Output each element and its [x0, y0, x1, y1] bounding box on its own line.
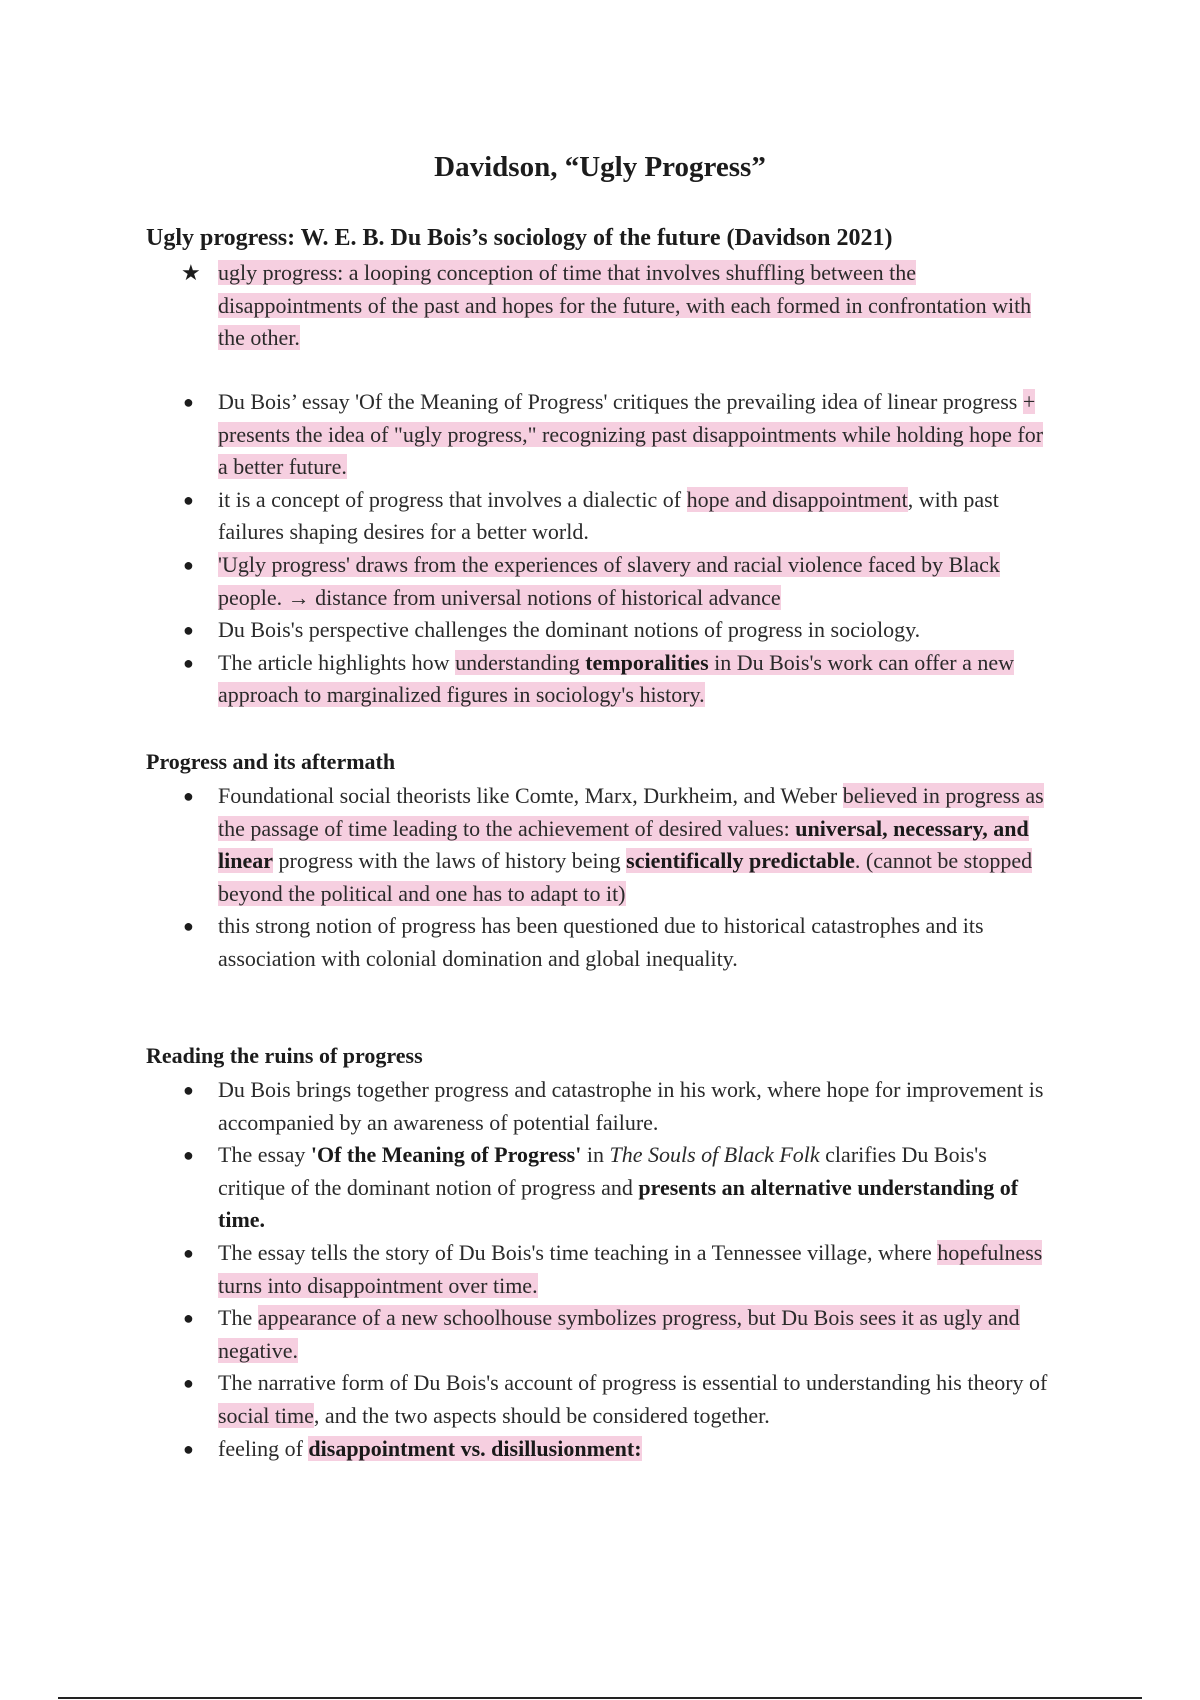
bullet-icon: ● — [183, 554, 194, 575]
list-item-text: presents an alternative understanding of time. — [218, 1174, 1019, 1233]
list-item-text: Du Bois brings together progress and catastrophe in his work, where hope for improvement is accompanied by an awareness of potential failure. — [218, 1077, 1044, 1135]
list-item — [0, 1433, 1058, 1466]
list-item-text: The Souls of Black Folk — [609, 1142, 820, 1168]
list-item-text: clarifies Du Bois's critique of the dominant notion of progress and — [218, 1142, 987, 1200]
section-heading-ruins-of-progress: Reading the ruins of progress — [146, 1043, 423, 1068]
bullet-icon: ● — [183, 489, 194, 510]
highlighted-text: social time — [218, 1402, 314, 1428]
list-item — [0, 1074, 1058, 1139]
highlighted-text: universal, necessary, and linear — [218, 815, 1029, 874]
list-item-text: The narrative form of Du Bois's account of progress is essential to understanding his theory of — [218, 1370, 1048, 1396]
bullet-list-progress-aftermath — [0, 780, 1058, 976]
list-item-text: The article highlights how — [218, 649, 456, 675]
highlighted-text: believed in progress as the passage of time leading to the achievement of desired values: — [218, 783, 1044, 841]
bullet-icon: ● — [183, 916, 194, 937]
list-item — [0, 484, 1058, 549]
list-item-text: it is a concept of progress that involves a dialectic of — [218, 486, 687, 512]
highlighted-text: scientifically predictable — [626, 848, 855, 874]
highlighted-text: disappointment vs. disillusionment: — [308, 1435, 642, 1461]
list-item-text: Du Bois’ essay 'Of the Meaning of Progress' critiques the prevailing idea of linear progress — [218, 389, 1023, 414]
highlighted-text: temporalities — [585, 649, 709, 675]
highlighted-text: appearance of a new schoolhouse symbolizes progress, but Du Bois sees it as ugly and negative. — [218, 1305, 1020, 1363]
list-item — [0, 549, 1058, 614]
list-item-text: , with past failures shaping desires for a better world. — [218, 486, 999, 545]
list-item-text: 'Of the Meaning of Progress' — [310, 1142, 582, 1168]
list-item-text: Du Bois's perspective challenges the dominant notions of progress in sociology. — [218, 617, 921, 643]
list-item-text: in — [581, 1142, 610, 1168]
bullet-icon: ● — [183, 392, 194, 412]
highlighted-text: hopefulness turns into disappointment over time. — [218, 1239, 1043, 1298]
highlighted-text: . (cannot be stopped beyond the political and one has to adapt to it) — [218, 848, 1033, 906]
bullet-icon: ● — [183, 1145, 194, 1166]
highlighted-text: understanding — [455, 649, 586, 675]
list-item — [0, 257, 1058, 355]
list-item — [0, 647, 1058, 712]
list-item — [0, 1367, 1058, 1432]
bullet-icon: ● — [183, 652, 194, 673]
star-icon: ★ — [181, 260, 201, 285]
highlighted-text: ugly progress: a looping conception of time that involves shuffling between the disappointments of the past and hopes for the future, with each formed in confrontation with the other. — [218, 260, 1032, 351]
list-item-text: this strong notion of progress has been questioned due to historical catastrophes and its association with colonial domination and global inequality. — [218, 913, 984, 971]
list-item-text: progress with the laws of history being — [273, 848, 627, 874]
list-item — [0, 1139, 1058, 1237]
page-bottom-rule — [58, 1697, 1142, 1699]
highlighted-text: in Du Bois's work can offer a new approach to marginalized figures in sociology's history. — [218, 649, 1015, 708]
page-title: Davidson, “Ugly Progress” — [434, 151, 766, 183]
bullet-icon: ● — [183, 1242, 194, 1263]
list-item-text: , and the two aspects should be considered together. — [313, 1402, 770, 1428]
list-item — [0, 910, 1058, 975]
bullet-list-ruins-of-progress — [0, 1074, 1058, 1465]
star-list — [0, 257, 1058, 355]
list-item — [0, 614, 1058, 647]
list-item — [0, 386, 1058, 484]
list-item-text: Foundational social theorists like Comte, Marx, Durkheim, and Weber — [218, 783, 843, 808]
section-heading-ugly-progress: Ugly progress: W. E. B. Du Bois’s sociology of the future (Davidson 2021) — [146, 225, 893, 251]
highlighted-text: hope and disappointment — [686, 486, 908, 512]
list-item-text: The — [218, 1305, 258, 1331]
bullet-list-ugly-progress — [0, 386, 1058, 712]
bullet-icon: ● — [183, 1438, 194, 1459]
list-item-text: feeling of — [218, 1435, 309, 1461]
bullet-icon: ● — [183, 620, 194, 641]
list-item — [0, 780, 1058, 910]
bullet-icon: ● — [183, 786, 194, 806]
section-heading-progress-aftermath: Progress and its aftermath — [146, 749, 396, 774]
highlighted-text: 'Ugly progress' draws from the experiences of slavery and racial violence faced by Black people. → distance from universal notions of historical advance — [218, 551, 1000, 610]
bullet-icon: ● — [183, 1080, 194, 1100]
list-item-text: The essay — [218, 1142, 311, 1168]
highlighted-text: + presents the idea of "ugly progress," recognizing past disappointments while holding hope for a better future. — [218, 389, 1044, 480]
list-item — [0, 1237, 1058, 1302]
list-item-text: The essay tells the story of Du Bois's time teaching in a Tennessee village, where — [218, 1239, 938, 1265]
bullet-icon: ● — [183, 1373, 194, 1394]
bullet-icon: ● — [183, 1308, 194, 1329]
list-item — [0, 1302, 1058, 1367]
